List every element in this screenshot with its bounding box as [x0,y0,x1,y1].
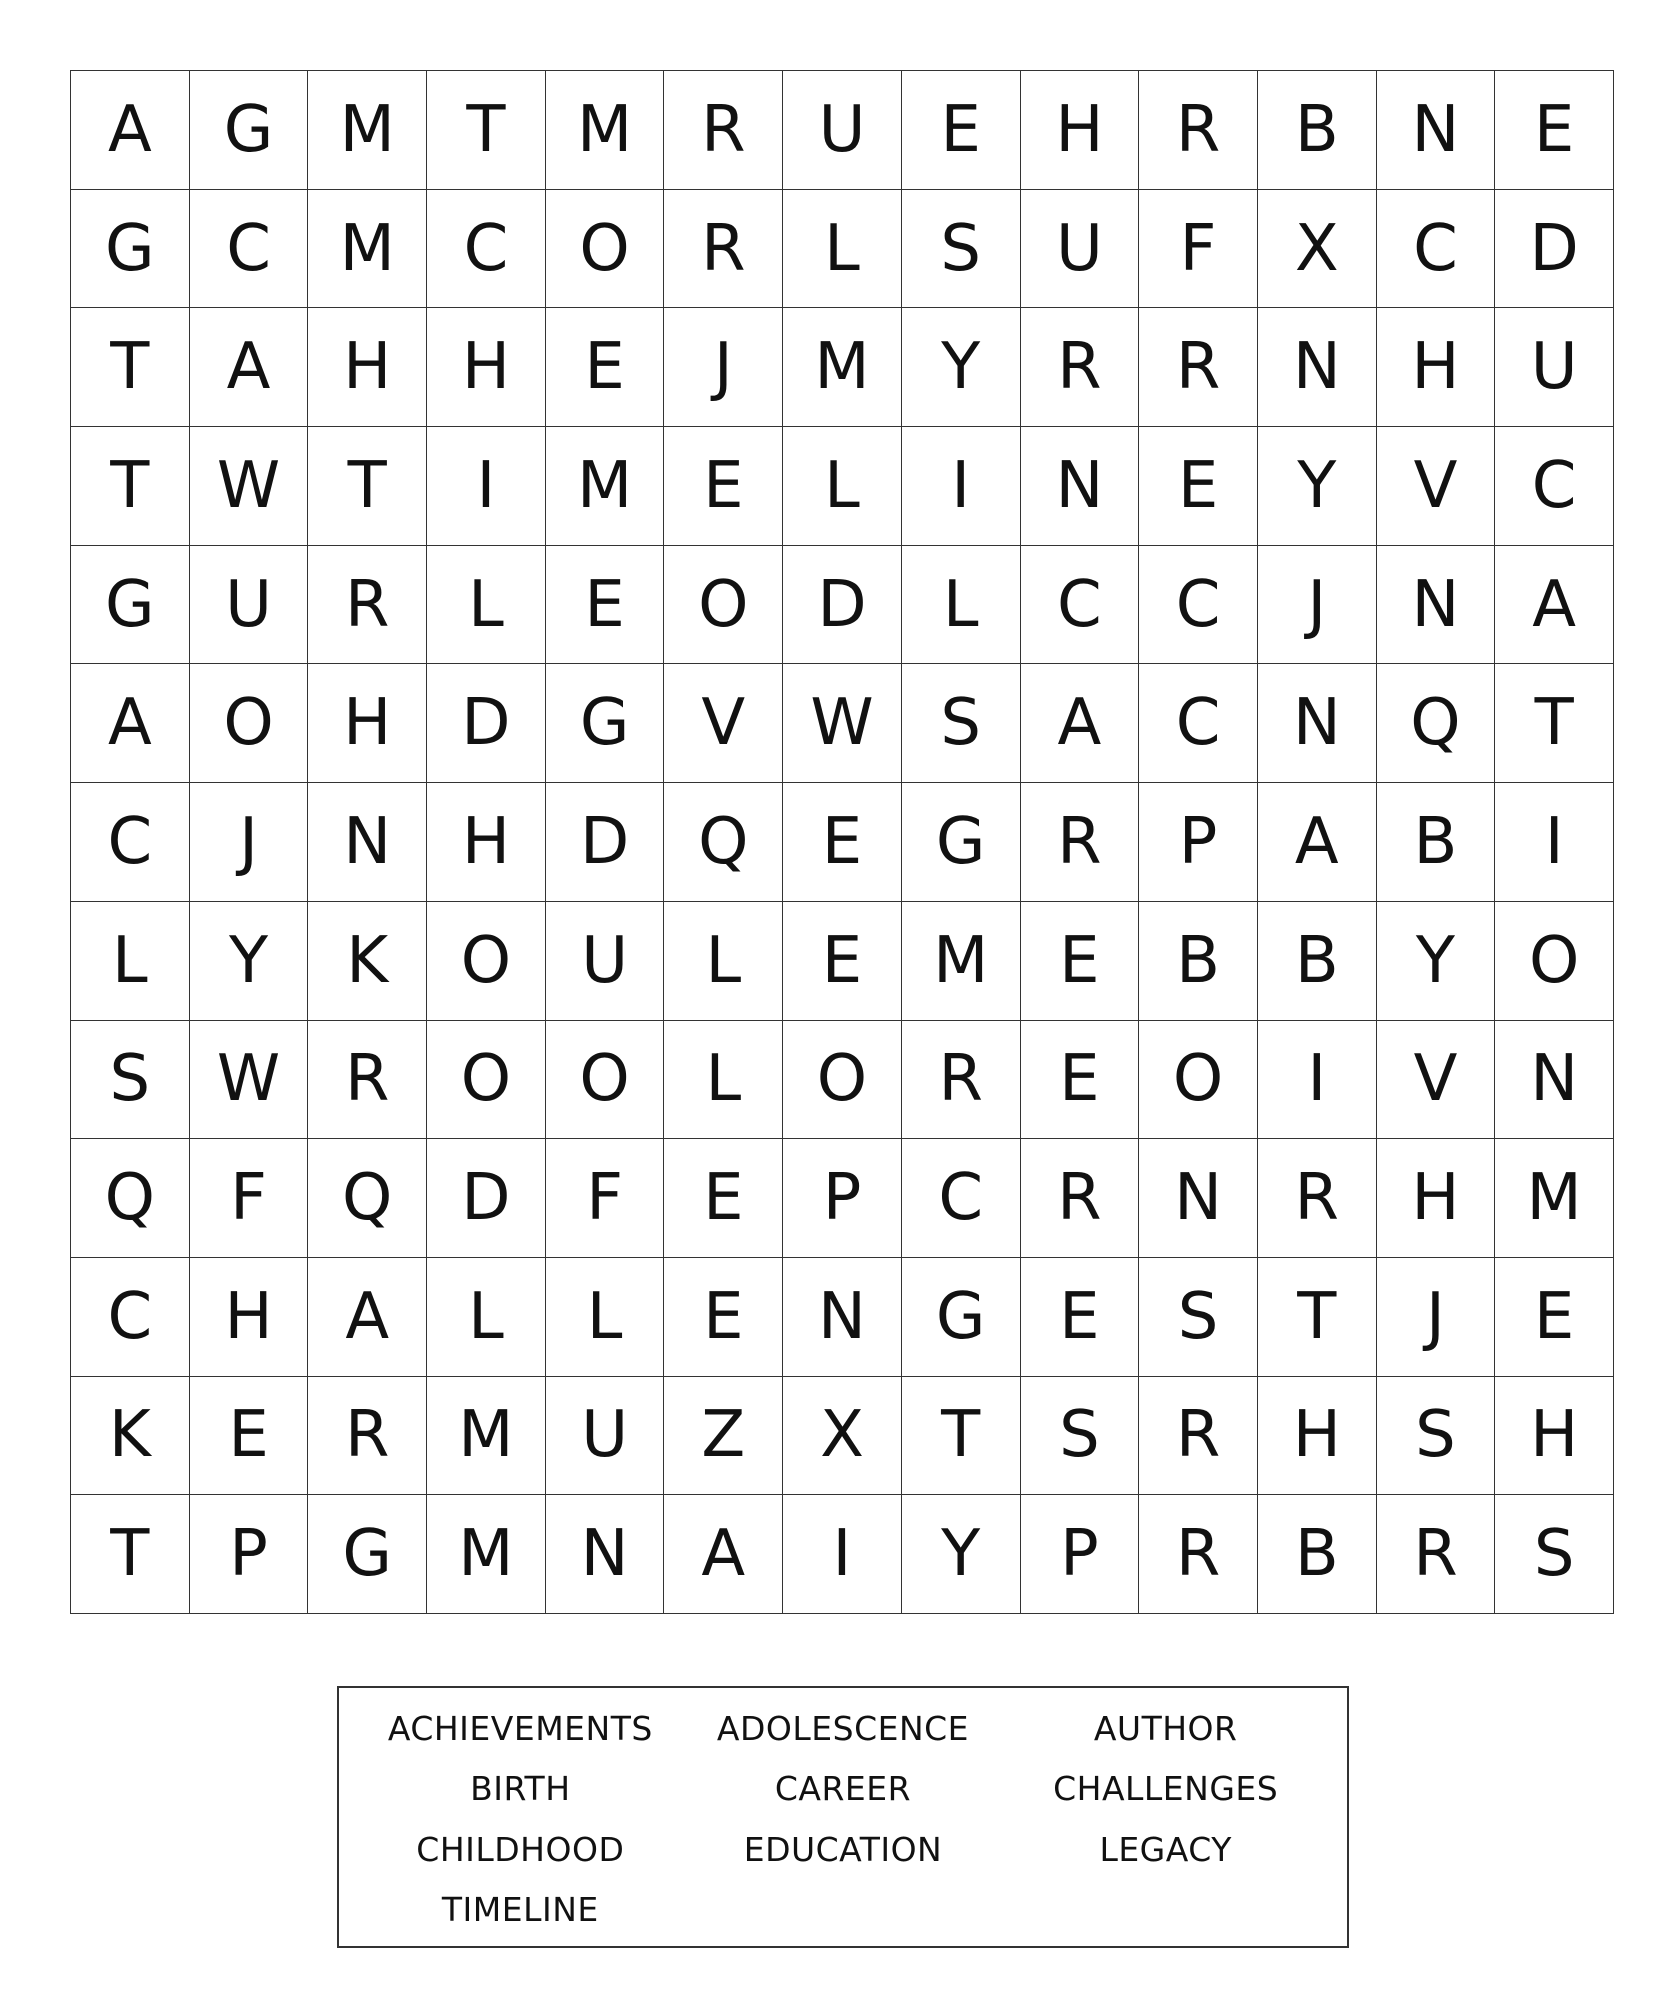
grid-cell[interactable]: N [1377,71,1496,190]
grid-cell[interactable]: A [190,308,309,427]
grid-cell[interactable]: E [190,1377,309,1496]
letter-grid [70,70,1614,1614]
grid-cell[interactable]: F [1139,190,1258,309]
grid-cell[interactable]: T [308,427,427,546]
grid-cell[interactable]: P [190,1495,309,1614]
word-list-item: CHILDHOOD [416,1829,625,1869]
grid-cell[interactable]: K [71,1377,190,1496]
grid-cell[interactable]: W [783,664,902,783]
grid-cell[interactable]: L [71,902,190,1021]
grid-cell[interactable]: T [902,1377,1021,1496]
grid-cell[interactable]: G [902,1258,1021,1377]
grid-cell[interactable]: E [783,902,902,1021]
grid-cell[interactable]: L [664,902,783,1021]
grid-cell[interactable]: W [190,427,309,546]
word-list-item: ADOLESCENCE [716,1708,970,1748]
grid-cell[interactable]: O [1495,902,1614,1021]
grid-cell[interactable]: B [1139,902,1258,1021]
grid-cell[interactable]: T [427,71,546,190]
grid-cell[interactable]: H [427,783,546,902]
grid-cell[interactable]: R [664,190,783,309]
grid-cell[interactable]: R [1258,1139,1377,1258]
grid-cell[interactable]: O [783,1021,902,1140]
grid-cell[interactable]: C [427,190,546,309]
grid-cell[interactable]: L [546,1258,665,1377]
word-list-item: BIRTH [470,1769,571,1809]
grid-cell[interactable]: Y [902,308,1021,427]
grid-cell[interactable]: I [427,427,546,546]
grid-cell[interactable]: K [308,902,427,1021]
grid-cell[interactable]: C [1021,546,1140,665]
grid-cell[interactable]: M [308,71,427,190]
grid-cell[interactable]: U [783,71,902,190]
grid-cell[interactable]: U [1021,190,1140,309]
grid-cell[interactable]: H [1021,71,1140,190]
grid-cell[interactable]: V [1377,427,1496,546]
grid-cell[interactable]: M [427,1495,546,1614]
grid-cell[interactable]: C [1495,427,1614,546]
grid-cell[interactable]: B [1258,71,1377,190]
grid-cell[interactable]: G [190,71,309,190]
grid-cell[interactable]: C [902,1139,1021,1258]
grid-cell[interactable]: R [308,1377,427,1496]
grid-cell[interactable]: T [1258,1258,1377,1377]
grid-cell[interactable]: U [1495,308,1614,427]
grid-cell[interactable]: D [1495,190,1614,309]
grid-cell[interactable]: M [427,1377,546,1496]
grid-cell[interactable]: N [1021,427,1140,546]
grid-cell[interactable]: A [308,1258,427,1377]
grid-cell[interactable]: E [1021,1258,1140,1377]
grid-cell[interactable]: B [1377,783,1496,902]
grid-cell[interactable]: U [190,546,309,665]
word-list-item: TIMELINE [441,1890,599,1930]
grid-cell[interactable]: R [1139,1495,1258,1614]
grid-cell[interactable]: S [1495,1495,1614,1614]
grid-cell[interactable]: R [308,546,427,665]
grid-cell[interactable]: S [1021,1377,1140,1496]
grid-cell[interactable]: H [308,308,427,427]
grid-cell[interactable]: L [427,1258,546,1377]
grid-cell[interactable]: Q [308,1139,427,1258]
grid-cell[interactable]: C [1139,546,1258,665]
grid-cell[interactable]: R [1139,1377,1258,1496]
grid-cell[interactable]: L [783,427,902,546]
grid-cell[interactable]: P [1021,1495,1140,1614]
grid-cell[interactable]: N [783,1258,902,1377]
grid-cell[interactable]: E [1021,1021,1140,1140]
word-list-item: CAREER [774,1769,912,1809]
grid-cell[interactable]: U [546,902,665,1021]
grid-cell[interactable]: R [1021,783,1140,902]
grid-cell[interactable]: Y [902,1495,1021,1614]
grid-cell[interactable]: B [1258,902,1377,1021]
word-list-item: LEGACY [1099,1829,1232,1869]
grid-cell[interactable]: E [546,308,665,427]
grid-cell[interactable]: N [1258,308,1377,427]
grid-cell[interactable]: H [1377,308,1496,427]
grid-cell[interactable]: S [71,1021,190,1140]
grid-cell[interactable]: E [546,546,665,665]
grid-cell[interactable]: Z [664,1377,783,1496]
grid-cell[interactable]: C [1377,190,1496,309]
grid-cell[interactable]: T [71,308,190,427]
grid-cell[interactable]: I [1495,783,1614,902]
word-list-item: CHALLENGES [1053,1769,1279,1809]
word-list-item: AUTHOR [1093,1708,1238,1748]
grid-cell[interactable]: E [664,427,783,546]
grid-cell[interactable]: O [427,1021,546,1140]
grid-cell[interactable]: J [1258,546,1377,665]
grid-cell[interactable]: C [71,1258,190,1377]
grid-cell[interactable]: L [664,1021,783,1140]
grid-cell[interactable]: C [71,783,190,902]
grid-cell[interactable]: L [902,546,1021,665]
grid-cell[interactable]: S [1139,1258,1258,1377]
grid-cell[interactable]: R [902,1021,1021,1140]
word-list [337,1686,1349,1948]
grid-cell[interactable]: Q [664,783,783,902]
grid-cell[interactable]: A [1021,664,1140,783]
grid-cell[interactable]: H [190,1258,309,1377]
word-list-item: ACHIEVEMENTS [387,1708,653,1748]
grid-cell[interactable]: N [1495,1021,1614,1140]
grid-cell[interactable]: A [71,71,190,190]
grid-cell[interactable]: S [902,190,1021,309]
grid-cell[interactable]: I [902,427,1021,546]
grid-cell[interactable]: G [546,664,665,783]
grid-cell[interactable]: Y [1377,902,1496,1021]
grid-cell[interactable]: T [71,427,190,546]
grid-cell[interactable]: H [308,664,427,783]
grid-cell[interactable]: N [1377,546,1496,665]
grid-cell[interactable]: O [664,546,783,665]
grid-cell[interactable]: O [427,902,546,1021]
grid-cell[interactable]: P [783,1139,902,1258]
grid-cell[interactable]: O [1139,1021,1258,1140]
grid-cell[interactable]: Y [190,902,309,1021]
grid-cell[interactable]: X [1258,190,1377,309]
grid-cell[interactable]: R [308,1021,427,1140]
grid-cell[interactable]: R [1139,71,1258,190]
grid-cell[interactable]: E [783,783,902,902]
grid-cell[interactable]: Q [71,1139,190,1258]
grid-cell[interactable]: E [664,1139,783,1258]
grid-cell[interactable]: B [1258,1495,1377,1614]
grid-cell[interactable]: E [1495,71,1614,190]
grid-cell[interactable]: H [1258,1377,1377,1496]
grid-cell[interactable]: E [1021,902,1140,1021]
grid-cell[interactable]: O [546,1021,665,1140]
grid-cell[interactable]: O [190,664,309,783]
grid-cell[interactable]: A [71,664,190,783]
grid-cell[interactable]: E [664,1258,783,1377]
grid-cell[interactable]: P [1139,783,1258,902]
grid-cell[interactable]: A [664,1495,783,1614]
grid-cell[interactable]: I [1258,1021,1377,1140]
grid-cell[interactable]: N [546,1495,665,1614]
grid-cell[interactable]: L [783,190,902,309]
grid-cell[interactable]: M [546,427,665,546]
word-list-item: EDUCATION [743,1829,943,1869]
grid-cell[interactable]: G [71,546,190,665]
grid-cell[interactable]: H [1495,1377,1614,1496]
grid-cell[interactable]: M [308,190,427,309]
grid-cell[interactable]: X [783,1377,902,1496]
grid-cell[interactable]: T [1495,664,1614,783]
grid-cell[interactable]: V [664,664,783,783]
grid-cell[interactable]: I [783,1495,902,1614]
grid-cell[interactable]: G [71,190,190,309]
grid-cell[interactable]: V [1377,1021,1496,1140]
grid-cell[interactable]: A [1495,546,1614,665]
grid-cell[interactable]: E [1139,427,1258,546]
grid-cell[interactable]: J [1377,1258,1496,1377]
grid-cell[interactable]: Q [1377,664,1496,783]
grid-cell[interactable]: R [1021,1139,1140,1258]
grid-cell[interactable]: A [1258,783,1377,902]
grid-cell[interactable]: E [902,71,1021,190]
grid-cell[interactable]: H [427,308,546,427]
grid-cell[interactable]: D [427,664,546,783]
grid-cell[interactable]: Y [1258,427,1377,546]
grid-cell[interactable]: H [1377,1139,1496,1258]
grid-cell[interactable]: M [1495,1139,1614,1258]
grid-cell[interactable]: F [546,1139,665,1258]
grid-cell[interactable]: N [1258,664,1377,783]
grid-cell[interactable]: O [546,190,665,309]
grid-cell[interactable]: N [308,783,427,902]
grid-cell[interactable]: L [427,546,546,665]
grid-cell[interactable]: R [1139,308,1258,427]
grid-cell[interactable]: D [783,546,902,665]
grid-cell[interactable]: D [427,1139,546,1258]
grid-cell[interactable]: G [902,783,1021,902]
grid-cell[interactable]: S [902,664,1021,783]
grid-cell[interactable]: R [664,71,783,190]
grid-cell[interactable]: U [546,1377,665,1496]
grid-cell[interactable]: J [664,308,783,427]
grid-cell[interactable]: C [190,190,309,309]
grid-cell[interactable]: F [190,1139,309,1258]
grid-cell[interactable]: E [1495,1258,1614,1377]
grid-cell[interactable]: W [190,1021,309,1140]
grid-cell[interactable]: T [71,1495,190,1614]
grid-cell[interactable]: S [1377,1377,1496,1496]
grid-cell[interactable]: D [546,783,665,902]
grid-cell[interactable]: M [902,902,1021,1021]
grid-cell[interactable]: G [308,1495,427,1614]
grid-cell[interactable]: M [783,308,902,427]
grid-cell[interactable]: N [1139,1139,1258,1258]
grid-cell[interactable]: M [546,71,665,190]
grid-cell[interactable]: R [1021,308,1140,427]
grid-cell[interactable]: R [1377,1495,1496,1614]
grid-cell[interactable]: C [1139,664,1258,783]
grid-cell[interactable]: J [190,783,309,902]
